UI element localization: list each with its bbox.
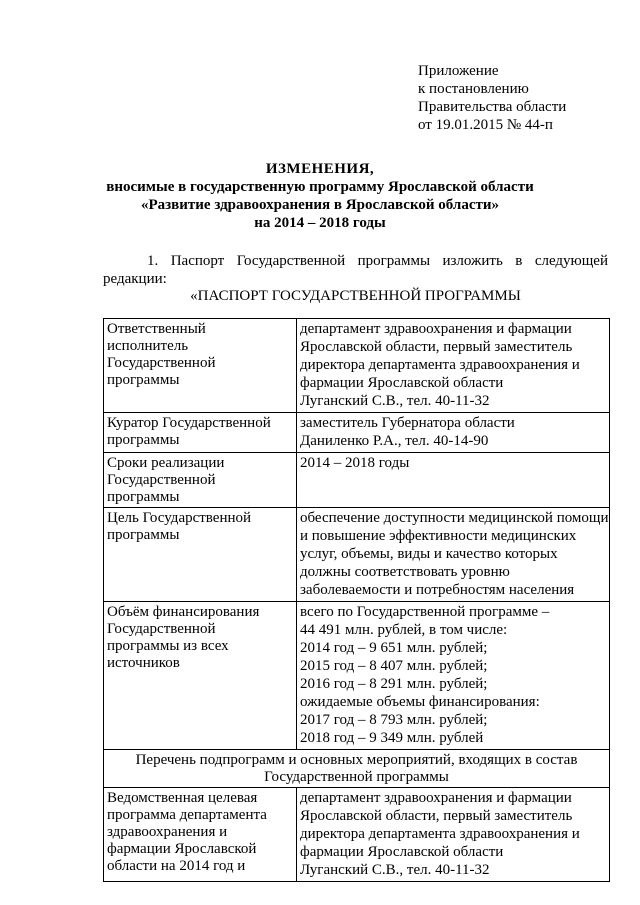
cell-line: директора департамента здравоохранения и <box>300 826 580 842</box>
cell-line: услуг, объемы, виды и качество которых <box>300 546 558 562</box>
passport-heading: «ПАСПОРТ ГОСУДАРСТВЕННОЙ ПРОГРАММЫ <box>190 288 521 304</box>
cell-line: Сроки реализации <box>107 455 225 471</box>
title-line: вносимые в государственную программу Ярославской области <box>106 179 534 195</box>
row-label-cell <box>104 508 297 602</box>
intro-line: редакции: <box>103 271 167 287</box>
cell-line: программы <box>107 527 180 543</box>
row-value-cell <box>297 508 610 602</box>
row-label-cell <box>104 788 297 882</box>
row-label-cell <box>104 319 297 413</box>
appendix-line: от 19.01.2015 № 44-п <box>418 117 553 133</box>
cell-line: программы <box>107 372 180 388</box>
cell-line: 2018 год – 9 349 млн. рублей <box>300 730 484 746</box>
cell-line: 2014 год – 9 651 млн. рублей; <box>300 640 488 656</box>
appendix-note <box>418 62 566 134</box>
cell-line: Цель Государственной <box>107 510 252 526</box>
cell-line: Государственной <box>107 621 216 637</box>
cell-line: 2016 год – 8 291 млн. рублей; <box>300 676 488 692</box>
cell-line: Даниленко Р.А., тел. 40-14-90 <box>300 433 489 449</box>
row-label-cell <box>104 413 297 453</box>
cell-line: Государственной программы <box>264 769 449 785</box>
cell-line: Перечень подпрограмм и основных мероприятий, входящих в состав <box>135 752 578 768</box>
table-row <box>104 413 610 453</box>
row-value-cell <box>297 413 610 453</box>
cell-line: должны соответствовать уровню <box>300 564 510 580</box>
table-row <box>104 788 610 882</box>
table-row <box>104 453 610 508</box>
cell-line: и повышение эффективности медицинских <box>300 528 577 544</box>
cell-line: заместитель Губернатора области <box>300 415 515 431</box>
cell-line: Куратор Государственной <box>107 415 271 431</box>
table-row <box>104 602 610 750</box>
passport-table <box>103 318 610 882</box>
title-line: на 2014 – 2018 годы <box>254 215 386 231</box>
cell-line: обеспечение доступности медицинской помощи <box>300 510 609 526</box>
intro-line: 1. Паспорт Государственной программы изложить в следующей <box>147 253 608 269</box>
cell-line: Ярославской области, первый заместитель <box>300 339 573 355</box>
row-value-cell <box>297 788 610 882</box>
cell-line: 2015 год – 8 407 млн. рублей; <box>300 658 488 674</box>
appendix-line: Приложение <box>418 63 499 79</box>
cell-line: Государственной <box>107 355 216 371</box>
cell-line: Государственной <box>107 472 216 488</box>
cell-line: программы <box>107 489 180 505</box>
table-row <box>104 319 610 413</box>
cell-line: всего по Государственной программе – <box>300 604 550 620</box>
row-label-cell <box>104 453 297 508</box>
cell-line: программы <box>107 432 180 448</box>
cell-line: 2014 – 2018 годы <box>300 455 410 471</box>
title-main: ИЗМЕНЕНИЯ, <box>265 161 375 177</box>
cell-line: фармации Ярославской <box>107 841 257 857</box>
row-value-cell <box>297 453 610 508</box>
cell-line: Ведомственная целевая <box>107 790 258 806</box>
cell-line: Ярославской области, первый заместитель <box>300 808 573 824</box>
cell-line: департамент здравоохранения и фармации <box>300 790 572 806</box>
section-header-cell <box>104 750 610 788</box>
cell-line: заболеваемости и потребностям населения <box>300 582 575 598</box>
appendix-line: к постановлению <box>418 81 529 97</box>
document-title <box>95 160 545 232</box>
row-value-cell <box>297 602 610 750</box>
cell-line: фармации Ярославской области <box>300 375 504 391</box>
cell-line: источников <box>107 655 180 671</box>
cell-line: Объём финансирования <box>107 604 260 620</box>
table-section-row <box>104 750 610 788</box>
cell-line: Луганский С.В., тел. 40-11-32 <box>300 393 490 409</box>
cell-line: директора департамента здравоохранения и <box>300 357 580 373</box>
cell-line: области на 2014 год и <box>107 858 246 874</box>
appendix-line: Правительства области <box>418 99 567 115</box>
title-line: «Развитие здравоохранения в Ярославской области» <box>140 197 500 213</box>
cell-line: исполнитель <box>107 338 189 354</box>
table-row <box>104 508 610 602</box>
cell-line: программы из всех <box>107 638 229 654</box>
row-value-cell <box>297 319 610 413</box>
cell-line: Ответственный <box>107 321 206 337</box>
row-label-cell <box>104 602 297 750</box>
cell-line: фармации Ярославской области <box>300 844 504 860</box>
intro-paragraph <box>103 252 608 288</box>
cell-line: Луганский С.В., тел. 40-11-32 <box>300 862 490 878</box>
cell-line: 2017 год – 8 793 млн. рублей; <box>300 712 488 728</box>
cell-line: 44 491 млн. рублей, в том числе: <box>300 622 508 638</box>
cell-line: департамент здравоохранения и фармации <box>300 321 572 337</box>
cell-line: программа департамента <box>107 807 267 823</box>
cell-line: ожидаемые объемы финансирования: <box>300 694 540 710</box>
cell-line: здравоохранения и <box>107 824 228 840</box>
